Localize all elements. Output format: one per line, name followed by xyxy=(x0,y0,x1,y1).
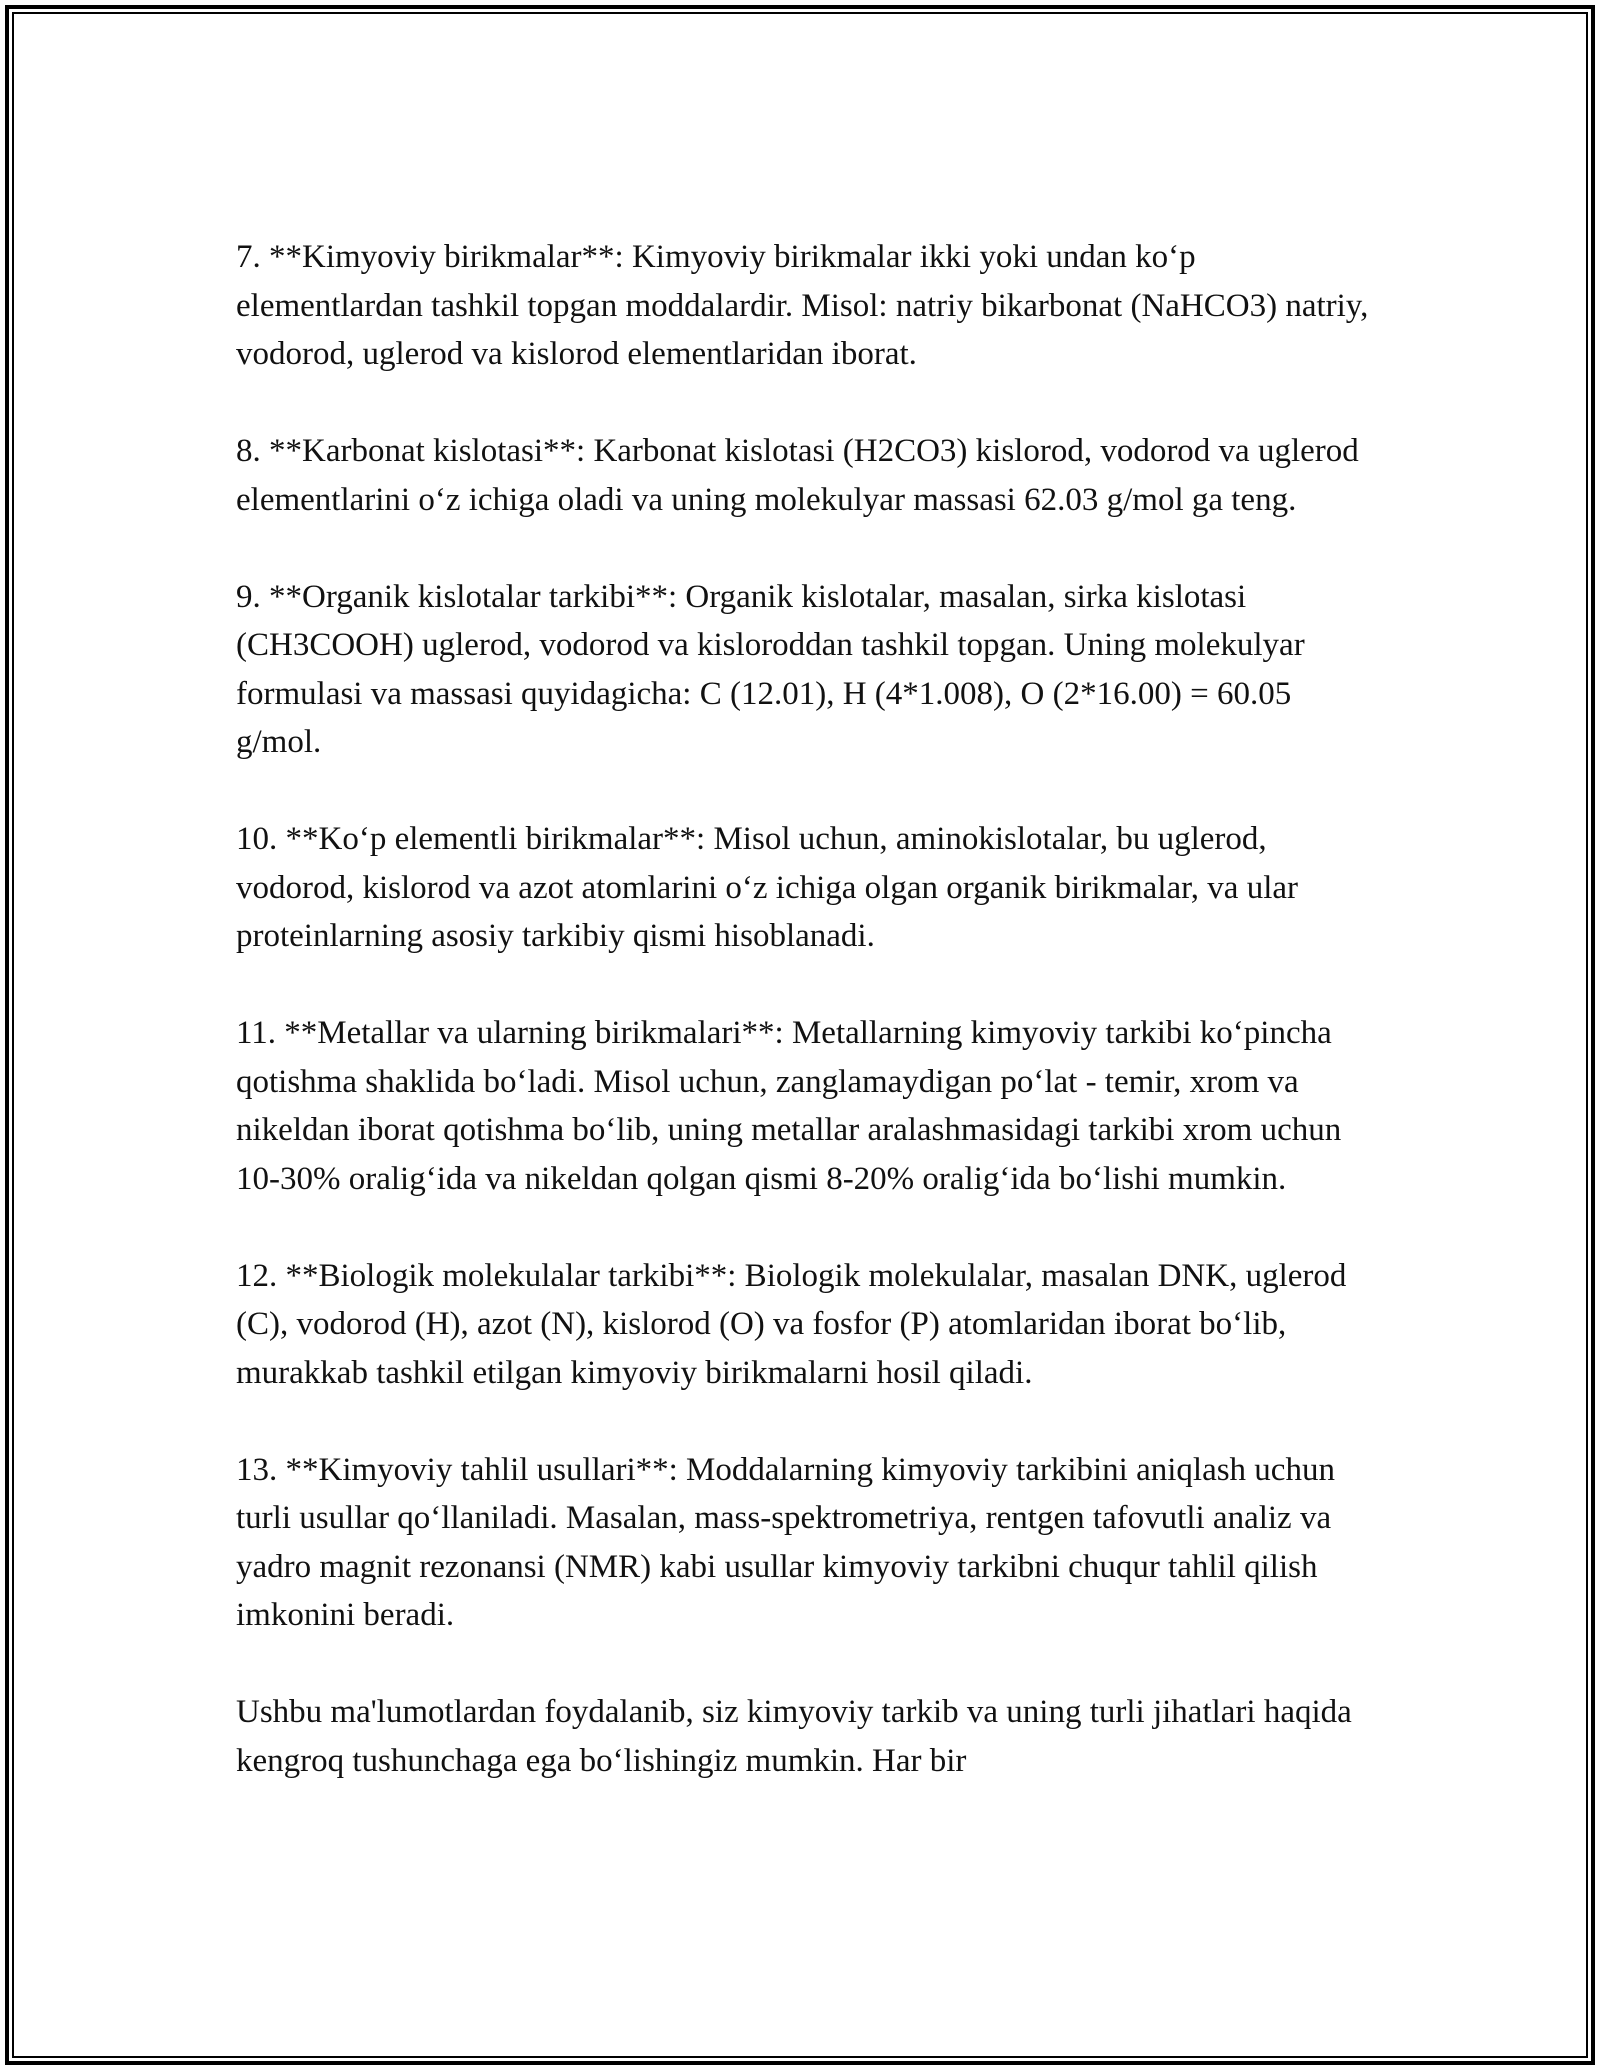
paragraph-biologik-molekulalar: 12. **Biologik molekulalar tarkibi**: Biologik molekulalar, masalan DNK, uglerod (C), vodorod (H), azot (N), kislorod (O) va fosfor (P) atomlaridan iborat boʻlib, murakkab tashkil etilgan kimyoviy birikmalarni hosil qiladi. xyxy=(236,1257,1347,1391)
paragraph-kimyoviy-birikmalar: 7. **Kimyoviy birikmalar**: Kimyoviy birikmalar ikki yoki undan koʻp elementlardan tashkil topgan moddalardir. Misol: natriy bikarbonat (NaHCO3) natriy, vodorod, uglerod va kislorod elementlaridan iborat. xyxy=(236,239,1369,372)
paragraph-conclusion: Ushbu ma'lumotlardan foydalanib, siz kimyoviy tarkib va uning turli jihatlari haqida kengroq tushunchaga ega boʻlishingiz mumkin. Har bir xyxy=(236,1694,1352,1779)
paragraph-kimyoviy-tahlil: 13. **Kimyoviy tahlil usullari**: Moddalarning kimyoviy tarkibini aniqlash uchun turli usullar qoʻllaniladi. Masalan, mass-spektrometriya, rentgen tafovutli analiz va yadro magnit rezonansi (NMR) kabi usullar kimyoviy tarkibni chuqur tahlil qilish imkonini beradi. xyxy=(236,1451,1335,1633)
paragraph-kop-elementli-birikmalar: 10. **Koʻp elementli birikmalar**: Misol uchun, aminokislotalar, bu uglerod, vodorod, kislorod va azot atomlarini oʻz ichiga olgan organik birikmalar, va ular proteinlarning asosiy tarkibiy qismi hisoblanadi. xyxy=(236,821,1299,954)
paragraph-metallar: 11. **Metallar va ularning birikmalari**: Metallarning kimyoviy tarkibi koʻpincha qotishma shaklida boʻladi. Misol uchun, zanglamaydigan poʻlat - temir, xrom va nikeldan iborat qotishma boʻlib, uning metallar aralashmasidagi tarkibi xrom uchun 10-30% oraligʻida va nikeldan qolgan qismi 8-20% oraligʻida boʻlishi mumkin. xyxy=(236,1015,1342,1197)
paragraph-karbonat-kislotasi: 8. **Karbonat kislotasi**: Karbonat kislotasi (H2CO3) kislorod, vodorod va uglerod elementlarini oʻz ichiga oladi va uning molekulyar massasi 62.03 g/mol ga teng. xyxy=(236,433,1359,518)
document-body xyxy=(236,233,1376,1834)
paragraph-organik-kislotalar: 9. **Organik kislotalar tarkibi**: Organik kislotalar, masalan, sirka kislotasi (CH3COOH) uglerod, vodorod va kisloroddan tashkil topgan. Uning molekulyar formulasi va massasi quyidagicha: C (12.01), H (4*1.008), O (2*16.00) = 60.05 g/mol. xyxy=(236,578,1305,760)
